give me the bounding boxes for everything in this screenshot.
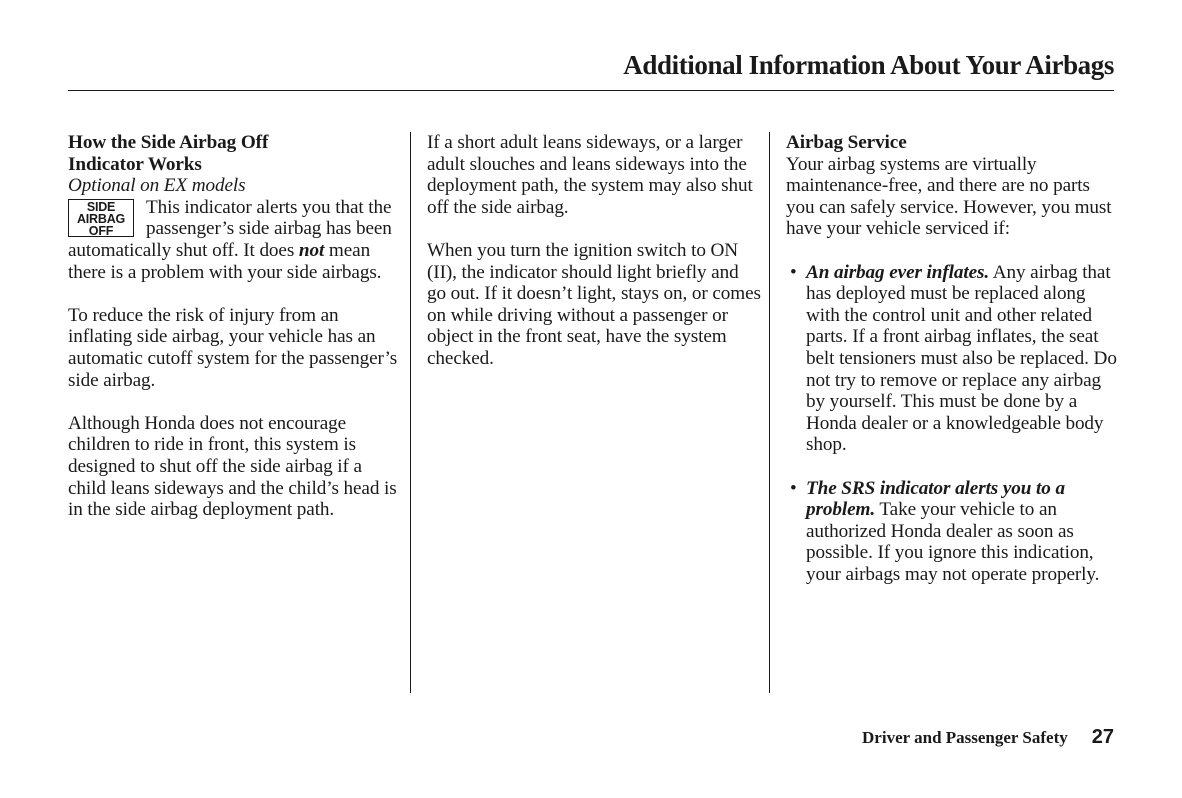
paragraph-service-intro: Your airbag systems are virtually maintenance-free, and there are no parts you can safely service. However, you must have your vehicle serviced if: [786, 153, 1112, 240]
column-divider-right [769, 132, 770, 693]
header-divider [68, 90, 1114, 91]
service-bullet-list [786, 262, 1120, 586]
column-divider-left [410, 132, 411, 693]
model-note: Optional on EX models [68, 175, 246, 197]
list-item: • An airbag ever inflates. Any airbag that has deployed must be replaced along with the control unit and other related parts. If a front airbag inflates, the seat belt tensioners must also be replaced. Do not try to remove or replace any airbag by yourself. This must be done by a Honda dealer or a knowledgeable body shop. [790, 261, 1117, 456]
bullet-icon: • [790, 261, 797, 283]
page-number: 27 [1091, 726, 1114, 748]
page-title: Additional Information About Your Airbags [623, 50, 1114, 80]
paragraph-adult-leaning: If a short adult leans sideways, or a larger adult slouches and leans sideways into the deployment path, the system may also shut off the side airbag. [427, 132, 753, 218]
paragraph-child-safety: Although Honda does not encourage children to ride in front, this system is designed to shut off the side airbag if a child leans sideways and the child’s head is in the side airbag deployment path. [68, 412, 397, 521]
section-heading-side-airbag: How the Side Airbag Off Indicator Works [68, 132, 269, 175]
side-airbag-off-indicator-icon: SIDE AIRBAG OFF [68, 199, 134, 237]
page-footer [862, 726, 1114, 749]
section-heading-airbag-service: Airbag Service [786, 132, 907, 153]
column-left [68, 132, 402, 542]
indicator-paragraph: SIDE AIRBAG OFF This indicator alerts you that the passenger’s side airbag has been automatically shut off. It does not mean there is a problem with your side airbags. [68, 196, 392, 283]
list-item: • The SRS indicator alerts you to a problem. Take your vehicle to an authorized Honda dealer as soon as possible. If you ignore this indication, your airbags may not operate properly. [790, 477, 1100, 585]
footer-section-title: Driver and Passenger Safety [862, 728, 1068, 747]
emphasis-not: not [298, 239, 325, 261]
paragraph-cutoff-system: To reduce the risk of injury from an inflating side airbag, your vehicle has an automatic cutoff system for the passenger’s side airbag. [68, 304, 398, 391]
paragraph-ignition-check: When you turn the ignition switch to ON (II), the indicator should light briefly and go out. If it doesn’t light, stays on, or comes on while driving without a passenger or object in the front seat, have the system checked. [427, 239, 761, 369]
bullet-icon: • [790, 477, 797, 499]
column-right [786, 132, 1120, 607]
column-middle [427, 132, 761, 391]
